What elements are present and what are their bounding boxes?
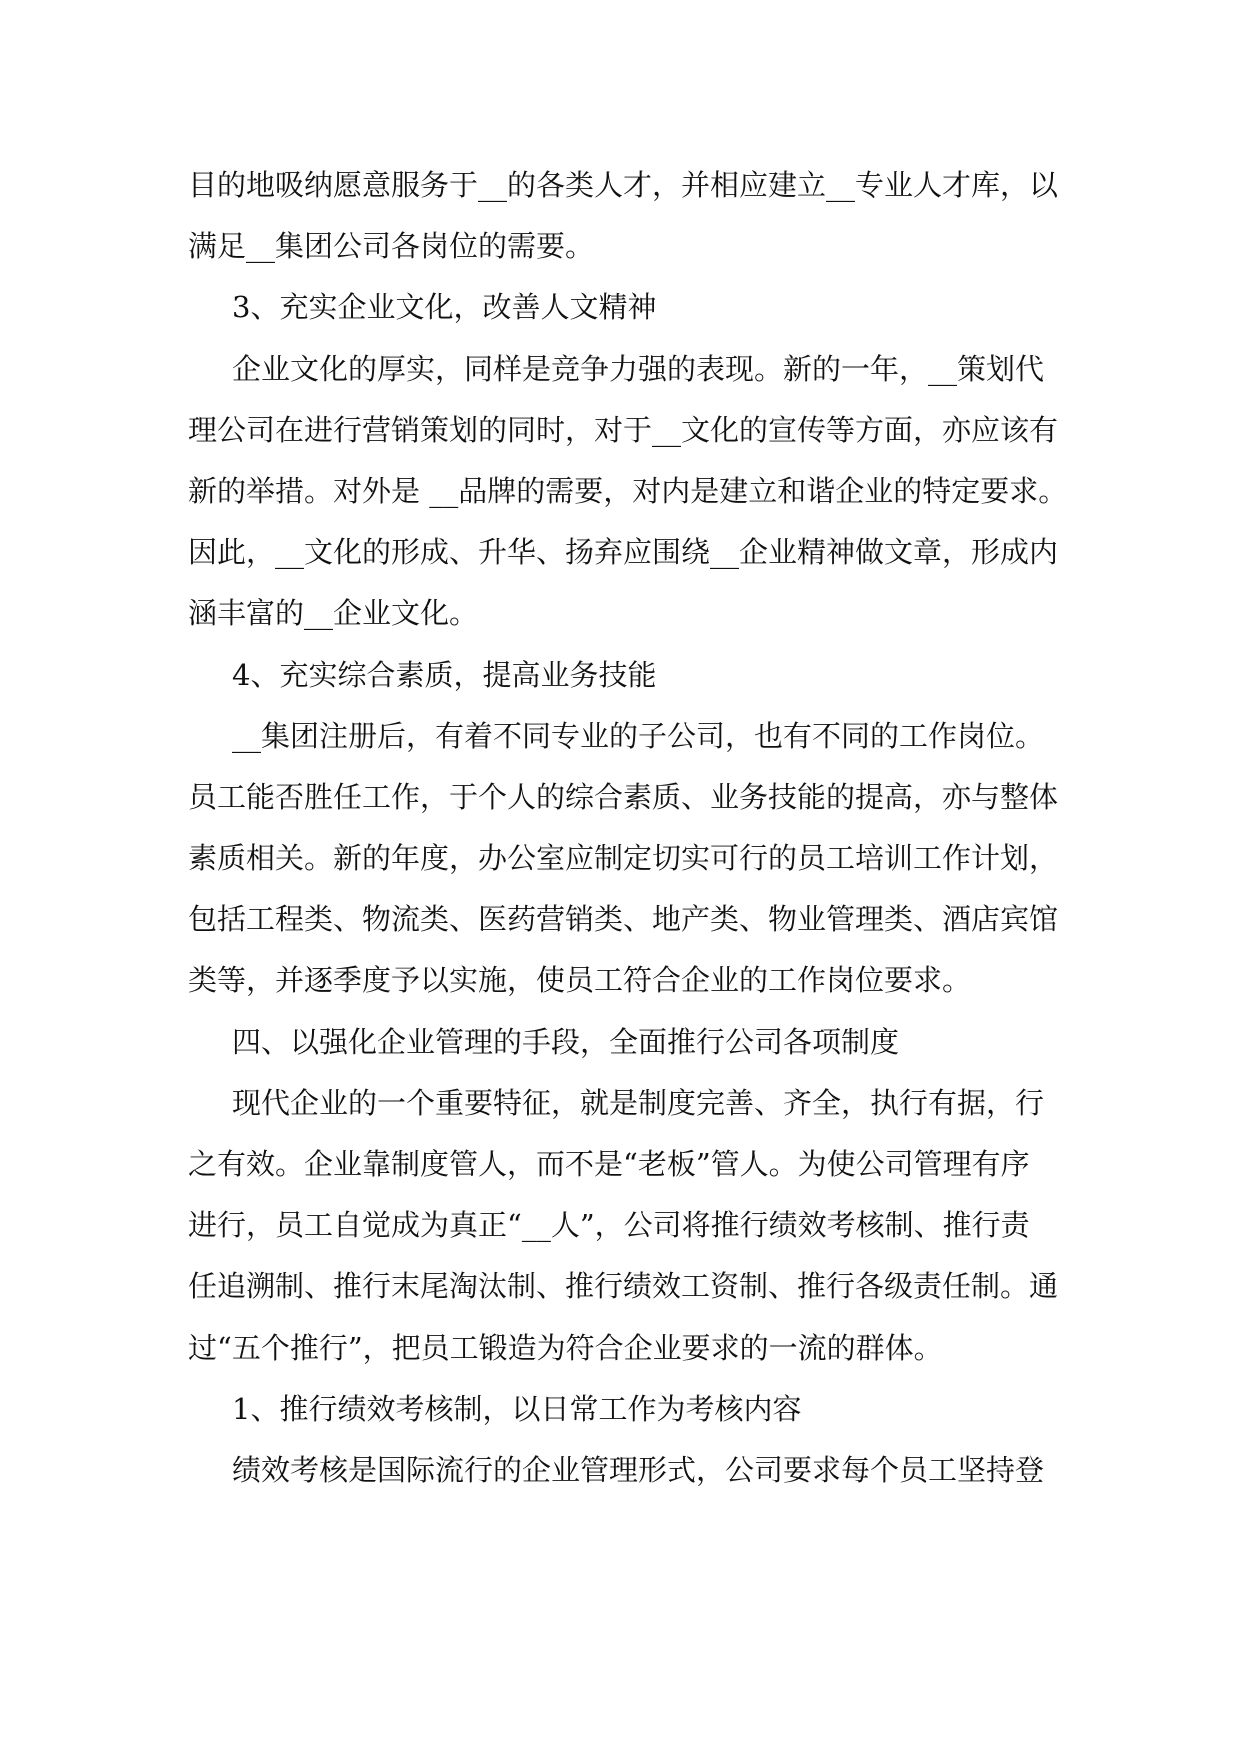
paragraph-first-line: 1、推行绩效考核制，以日常工作为考核内容 [232, 1391, 802, 1426]
paragraph-line: 素质相关。新的年度，办公室应制定切实可行的员工培训工作计划， [188, 841, 1059, 876]
paragraph-line: 满足__集团公司各岗位的需要。 [188, 229, 595, 264]
paragraph-first-line: 现代企业的一个重要特征，就是制度完善、齐全，执行有据，行 [232, 1085, 1045, 1120]
document-body [188, 155, 1068, 1501]
paragraph-first-line: 绩效考核是国际流行的企业管理形式，公司要求每个员工坚持登 [232, 1452, 1045, 1487]
paragraph-line: 类等，并逐季度予以实施，使员工符合企业的工作岗位要求。 [188, 963, 972, 998]
paragraph-line: 进行，员工自觉成为真正“__人”，公司将推行绩效考核制、推行责 [188, 1208, 1030, 1243]
paragraph-line: 理公司在进行营销策划的同时，对于__文化的宣传等方面，亦应该有 [188, 412, 1059, 447]
paragraph-line: 任追溯制、推行末尾淘汰制、推行绩效工资制、推行各级责任制。通 [188, 1269, 1059, 1304]
paragraph-line: 因此，__文化的形成、升华、扬弃应围绕__企业精神做文章，形成内 [188, 535, 1059, 570]
paragraph-first-line: 企业文化的厚实，同样是竞争力强的表现。新的一年，__策划代 [232, 351, 1045, 386]
paragraph-first-line: 3、充实企业文化，改善人文精神 [232, 290, 657, 325]
paragraph-line: 过“五个推行”，把员工锻造为符合企业要求的一流的群体。 [188, 1330, 943, 1365]
paragraph-line: 目的地吸纳愿意服务于__的各类人才，并相应建立__专业人才库，以 [188, 168, 1059, 202]
paragraph-first-line: __集团注册后，有着不同专业的子公司，也有不同的工作岗位。 [232, 718, 1045, 753]
paragraph-first-line: 四、以强化企业管理的手段，全面推行公司各项制度 [232, 1024, 900, 1059]
paragraph-line: 包括工程类、物流类、医药营销类、地产类、物业管理类、酒店宾馆 [188, 902, 1059, 937]
paragraph-line: 新的举措。对外是 __品牌的需要，对内是建立和谐企业的特定要求。 [188, 473, 1068, 508]
paragraph-first-line: 4、充实综合素质，提高业务技能 [232, 657, 657, 692]
paragraph-line: 员工能否胜任工作，于个人的综合素质、业务技能的提高，亦与整体 [188, 779, 1059, 814]
paragraph-line: 涵丰富的__企业文化。 [188, 596, 479, 631]
paragraph-line: 之有效。企业靠制度管人，而不是“老板”管人。为使公司管理有序 [188, 1147, 1030, 1181]
